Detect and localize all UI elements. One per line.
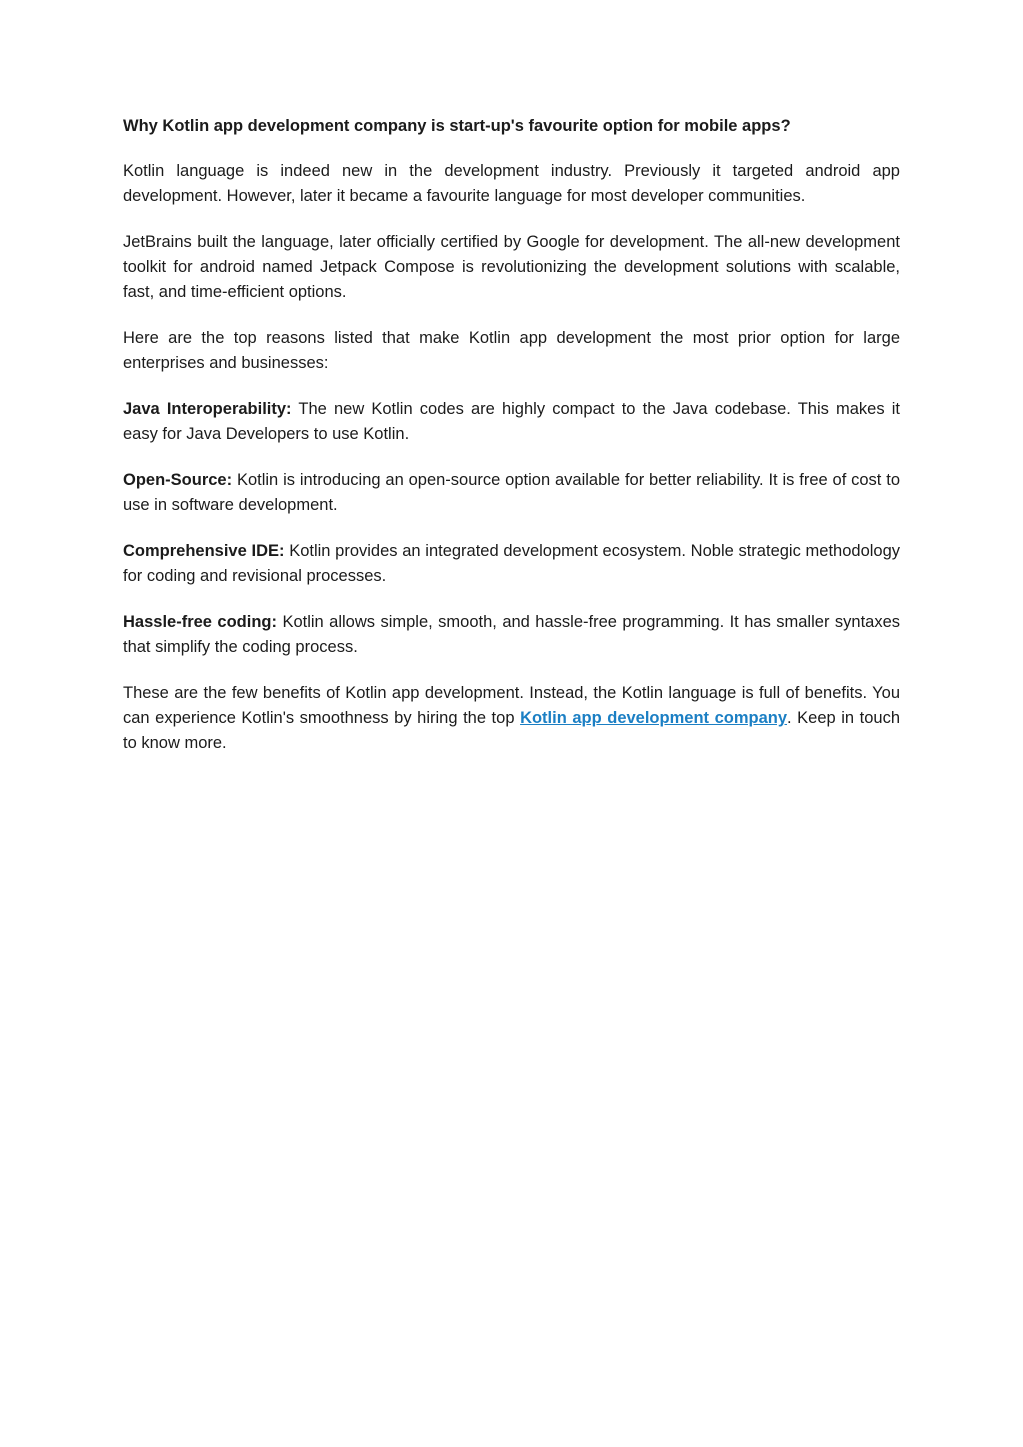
- paragraph-hassle-free-coding: [123, 610, 900, 660]
- paragraph-text: Kotlin language is indeed new in the development industry. Previously it targeted android app development. However, later it became a favourite language for most developer communities.: [123, 162, 900, 205]
- paragraph-open-source: [123, 468, 900, 518]
- paragraph-intro: [123, 159, 900, 209]
- paragraph-closing: [123, 681, 900, 756]
- paragraph-text: Kotlin provides an integrated development ecosystem. Noble strategic methodology for coding and revisional processes.: [123, 542, 901, 585]
- paragraph-jetbrains: [123, 230, 900, 305]
- paragraph-lead-bold: Comprehensive IDE:: [123, 542, 285, 560]
- paragraph-lead-bold: Java Interoperability:: [123, 400, 292, 418]
- paragraph-text: Here are the top reasons listed that make Kotlin app development the most prior option for large enterprises and businesses:: [123, 329, 900, 372]
- paragraph-java-interoperability: [123, 397, 900, 447]
- paragraph-text: Kotlin allows simple, smooth, and hassle-free programming. It has smaller syntaxes that simplify the coding process.: [123, 613, 901, 656]
- kotlin-company-link[interactable]: Kotlin app development company: [520, 709, 788, 727]
- paragraph-lead-bold: Open-Source:: [123, 471, 233, 489]
- paragraph-text: Kotlin is introducing an open-source option available for better reliability. It is free of cost to use in software development.: [123, 471, 900, 514]
- paragraph-text: The new Kotlin codes are highly compact to the Java codebase. This makes it easy for Java Developers to use Kotlin.: [123, 400, 900, 443]
- closing-text-after-link: . Keep in touch to know more.: [123, 709, 901, 752]
- paragraph-text: JetBrains built the language, later officially certified by Google for development. The all-new development toolkit for android named Jetpack Compose is revolutionizing the development solutions with scalable, fast, and time-efficient options.: [123, 233, 900, 301]
- closing-text-before-link: These are the few benefits of Kotlin app development. Instead, the Kotlin language is full of benefits. You can experience Kotlin's smoothness by hiring the top: [123, 684, 900, 727]
- paragraph-reasons-lead-in: [123, 326, 900, 376]
- paragraph-comprehensive-ide: [123, 539, 900, 589]
- document-title: Why Kotlin app development company is start-up's favourite option for mobile apps?: [123, 117, 791, 135]
- paragraph-lead-bold: Hassle-free coding:: [123, 613, 277, 631]
